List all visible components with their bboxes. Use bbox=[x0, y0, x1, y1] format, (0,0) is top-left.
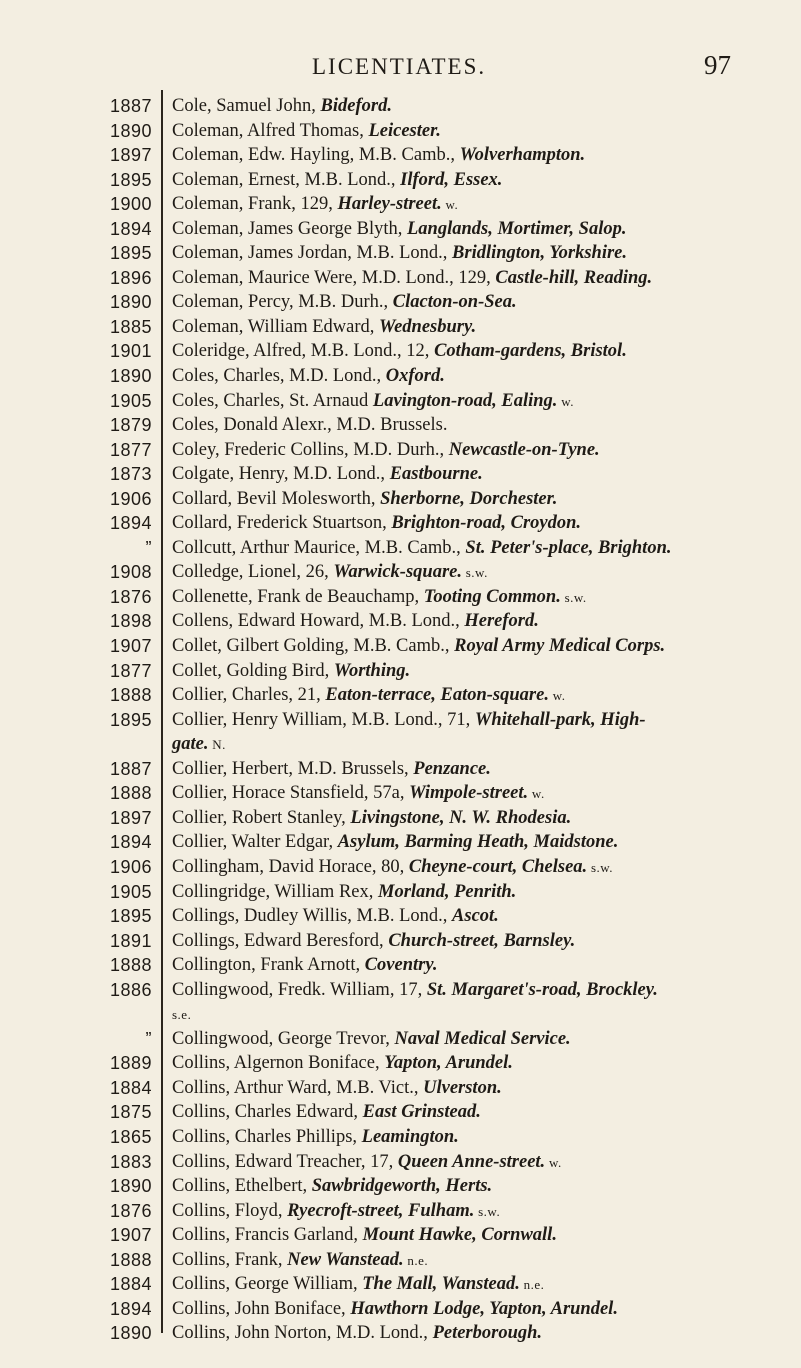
entry-year: 1907 bbox=[109, 636, 152, 657]
entry-district: w. bbox=[528, 786, 545, 802]
entry-name: Colgate, Henry, M.D. Lond., bbox=[172, 464, 390, 485]
entry-name: Coleman, Maurice Were, M.D. Lond., 129, bbox=[172, 267, 496, 288]
entry-line bbox=[172, 1272, 792, 1297]
entry-location: Wednesbury. bbox=[379, 316, 477, 337]
entry-location: New Wanstead. bbox=[287, 1249, 404, 1270]
entry-year: 1901 bbox=[109, 341, 152, 362]
entry-location: Wolverhampton. bbox=[459, 145, 586, 166]
entry-year: ” bbox=[145, 537, 152, 558]
entry-year: 1890 bbox=[109, 1176, 152, 1197]
entry-location: Castle-hill, Reading. bbox=[495, 267, 653, 288]
entry-location: Newcastle-on-Tyne. bbox=[448, 439, 600, 460]
entry-name: Coleman, Frank, 129, bbox=[172, 194, 338, 215]
entry-line bbox=[172, 732, 792, 757]
entry-line bbox=[172, 953, 792, 978]
entry-name: Collier, Henry William, M.B. Lond., 71, bbox=[172, 709, 475, 730]
entry-name: Colledge, Lionel, 26, bbox=[172, 562, 334, 583]
entry-year: 1887 bbox=[109, 96, 152, 116]
entry-name: Coleman, Alfred Thomas, bbox=[172, 120, 369, 141]
entry-line bbox=[172, 781, 792, 806]
entry-location: Langlands, Mortimer, Salop. bbox=[406, 218, 627, 239]
page-number: 97 bbox=[704, 50, 731, 80]
entry-district: w. bbox=[545, 1154, 562, 1170]
entry-name: Coleman, James Jordan, M.B. Lond., bbox=[172, 243, 453, 264]
entry-year: 1898 bbox=[109, 611, 152, 632]
entry-line bbox=[172, 659, 792, 684]
entry-district: n.e. bbox=[403, 1252, 429, 1268]
entry-location: Morland, Penrith. bbox=[378, 881, 517, 902]
entry-line bbox=[172, 462, 792, 487]
entry-line bbox=[172, 364, 792, 389]
entry-year: 1894 bbox=[109, 1298, 152, 1319]
entry-year: 1890 bbox=[109, 292, 152, 313]
entry-name: Coles, Donald Alexr., M.D. Brussels. bbox=[172, 415, 448, 436]
page-header bbox=[0, 50, 801, 90]
entry-location: Cheyne-court, Chelsea. bbox=[408, 856, 588, 877]
entry-location: gate. bbox=[172, 734, 209, 755]
entry-year: 1890 bbox=[109, 366, 152, 387]
entry-line bbox=[172, 683, 792, 708]
entry-year: 1890 bbox=[109, 1323, 152, 1344]
entry-line bbox=[172, 1150, 792, 1175]
entry-year: 1906 bbox=[109, 856, 152, 877]
entry-line bbox=[172, 1321, 792, 1346]
entry-location: Ulverston. bbox=[423, 1077, 502, 1098]
entry-line bbox=[172, 143, 792, 168]
entry-location: Church-street, Barnsley. bbox=[388, 930, 576, 951]
entry-line bbox=[172, 1100, 792, 1125]
entry-year: 1907 bbox=[109, 1225, 152, 1246]
entry-name: Coleman, Percy, M.B. Durh., bbox=[172, 292, 393, 313]
year-column bbox=[0, 94, 152, 1346]
entry-year: 1895 bbox=[109, 709, 152, 730]
entry-line bbox=[172, 315, 792, 340]
entry-year: 1895 bbox=[109, 243, 152, 264]
entry-year: 1877 bbox=[109, 660, 152, 681]
entry-name: Collingham, David Horace, 80, bbox=[172, 856, 409, 877]
entry-location: Eaton-terrace, Eaton-square. bbox=[325, 685, 549, 706]
entry-line bbox=[172, 757, 792, 782]
entry-location: Mount Hawke, Cornwall. bbox=[362, 1225, 557, 1246]
entry-year: 1865 bbox=[109, 1126, 152, 1147]
entry-year: 1897 bbox=[109, 145, 152, 166]
entry-location: Clacton-on-Sea. bbox=[392, 292, 517, 313]
entry-location: The Mall, Wanstead. bbox=[362, 1274, 520, 1295]
entry-location: Lavington-road, Ealing. bbox=[372, 390, 558, 411]
entry-line bbox=[172, 1051, 792, 1076]
entry-year: 1905 bbox=[109, 390, 152, 411]
entry-year: 1886 bbox=[109, 979, 152, 1000]
entry-line bbox=[172, 511, 792, 536]
entry-location: Asylum, Barming Heath, Maidstone. bbox=[337, 832, 619, 853]
entry-location: Queen Anne-street. bbox=[397, 1151, 546, 1172]
entry-line bbox=[172, 585, 792, 610]
entry-line bbox=[172, 217, 792, 242]
entry-name: Collings, Edward Beresford, bbox=[172, 930, 389, 951]
entry-year: 1885 bbox=[109, 316, 152, 337]
entry-line bbox=[172, 241, 792, 266]
entry-name: Collins, Ethelbert, bbox=[172, 1176, 312, 1197]
entry-line bbox=[172, 339, 792, 364]
entries-column bbox=[172, 94, 792, 1346]
entry-year: 1888 bbox=[109, 955, 152, 976]
entry-name: Coleman, William Edward, bbox=[172, 316, 379, 337]
entry-name: Collington, Frank Arnott, bbox=[172, 955, 365, 976]
entry-line bbox=[172, 904, 792, 929]
entry-year: 1894 bbox=[109, 832, 152, 853]
entry-name: Collard, Bevil Molesworth, bbox=[172, 488, 381, 509]
entry-name: Collier, Robert Stanley, bbox=[172, 807, 351, 828]
entry-name: Collier, Charles, 21, bbox=[172, 685, 326, 706]
entry-year: 1890 bbox=[109, 120, 152, 141]
entry-name: Collins, Floyd, bbox=[172, 1200, 288, 1221]
entry-district: w. bbox=[548, 688, 566, 704]
entry-name: Collens, Edward Howard, M.B. Lond., bbox=[172, 611, 465, 632]
entry-year bbox=[0, 732, 152, 757]
entry-location: Whitehall-park, High- bbox=[474, 709, 646, 730]
entry-location: Hereford. bbox=[464, 611, 539, 632]
entry-location: Ascot. bbox=[452, 906, 499, 927]
entry-year: 1876 bbox=[109, 1200, 152, 1221]
entry-line bbox=[172, 536, 792, 561]
entry-name: Collins, Edward Treacher, 17, bbox=[172, 1151, 398, 1172]
entry-year: 1900 bbox=[109, 194, 152, 215]
entry-location: Wimpole-street. bbox=[409, 783, 529, 804]
entry-year: 1884 bbox=[109, 1077, 152, 1098]
entry-year: 1877 bbox=[109, 439, 152, 460]
entry-line bbox=[172, 1027, 792, 1052]
entry-year: 1895 bbox=[109, 906, 152, 927]
entry-year: 1875 bbox=[109, 1102, 152, 1123]
entry-line bbox=[172, 487, 792, 512]
entry-year bbox=[0, 1002, 152, 1027]
entry-name: Collins, Frank, bbox=[172, 1249, 288, 1270]
entry-year: 1895 bbox=[109, 169, 152, 190]
entry-name: Coleman, Ernest, M.B. Lond., bbox=[172, 169, 401, 190]
entry-name: Collingridge, William Rex, bbox=[172, 881, 378, 902]
entry-name: Coleman, Edw. Hayling, M.B. Camb., bbox=[172, 145, 460, 166]
entry-location: Sherborne, Dorchester. bbox=[380, 488, 558, 509]
entry-year: 1889 bbox=[109, 1053, 152, 1074]
entry-line bbox=[172, 94, 792, 119]
entry-district: N. bbox=[208, 737, 226, 753]
column-divider bbox=[161, 90, 163, 1333]
entry-year: 1888 bbox=[109, 685, 152, 706]
entry-line bbox=[172, 855, 792, 880]
entry-location: Coventry. bbox=[364, 955, 438, 976]
entry-location: Livingstone, N. W. Rhodesia. bbox=[350, 807, 572, 828]
entry-name: Collingwood, George Trevor, bbox=[172, 1028, 395, 1049]
entry-name: Coles, Charles, M.D. Lond., bbox=[172, 366, 386, 387]
entry-year: 1883 bbox=[109, 1151, 152, 1172]
entry-name: Coles, Charles, St. Arnaud bbox=[172, 390, 373, 411]
entry-district: s.w. bbox=[462, 565, 488, 581]
entry-location: Hawthorn Lodge, Yapton, Arundel. bbox=[350, 1298, 618, 1319]
entry-name: Collet, Gilbert Golding, M.B. Camb., bbox=[172, 636, 455, 657]
entry-line bbox=[172, 1223, 792, 1248]
entry-location: Warwick-square. bbox=[333, 562, 462, 583]
entry-location: St. Margaret's-road, Brockley. bbox=[426, 979, 658, 1000]
entry-location: Leamington. bbox=[361, 1126, 459, 1147]
entry-line bbox=[172, 1297, 792, 1322]
entry-district: s.w. bbox=[587, 859, 614, 875]
entry-year: 1876 bbox=[109, 586, 152, 607]
entry-line bbox=[172, 290, 792, 315]
entry-line bbox=[172, 806, 792, 831]
entry-location: Worthing. bbox=[333, 660, 411, 681]
entry-district: w. bbox=[441, 197, 459, 213]
entry-district: s.w. bbox=[560, 589, 587, 605]
entry-location: Leicester. bbox=[368, 120, 441, 141]
entry-name: Collins, John Boniface, bbox=[172, 1298, 351, 1319]
entry-location: Tooting Common. bbox=[423, 586, 561, 607]
entry-name: Collins, Arthur Ward, M.B. Vict., bbox=[172, 1077, 424, 1098]
entry-line bbox=[172, 929, 792, 954]
entry-year: 1891 bbox=[109, 930, 152, 951]
entry-name: Collet, Golding Bird, bbox=[172, 660, 334, 681]
entry-name: Collingwood, Fredk. William, 17, bbox=[172, 979, 427, 1000]
entry-name: Coleman, James George Blyth, bbox=[172, 218, 407, 239]
entry-line bbox=[172, 1199, 792, 1224]
entry-year: 1896 bbox=[109, 267, 152, 288]
entry-line bbox=[172, 413, 792, 438]
entry-name: Collins, Charles Edward, bbox=[172, 1102, 363, 1123]
entry-name: Collier, Walter Edgar, bbox=[172, 832, 338, 853]
entry-location: Peterborough. bbox=[432, 1323, 543, 1344]
entry-name: Collins, John Norton, M.D. Lond., bbox=[172, 1323, 433, 1344]
entry-name: Collard, Frederick Stuartson, bbox=[172, 513, 392, 534]
entry-location: Ryecroft-street, Fulham. bbox=[287, 1200, 475, 1221]
entry-name: Collier, Herbert, M.D. Brussels, bbox=[172, 758, 414, 779]
entry-location: Yapton, Arundel. bbox=[384, 1053, 513, 1074]
entry-year: 1888 bbox=[109, 783, 152, 804]
entry-name: Collins, Algernon Boniface, bbox=[172, 1053, 385, 1074]
entry-line bbox=[172, 1076, 792, 1101]
entry-location: Bridlington, Yorkshire. bbox=[452, 243, 628, 264]
entry-name: Cole, Samuel John, bbox=[172, 96, 321, 116]
entry-line bbox=[172, 266, 792, 291]
entry-name: Collins, Charles Phillips, bbox=[172, 1126, 362, 1147]
entry-line bbox=[172, 830, 792, 855]
entry-line bbox=[172, 192, 792, 217]
entry-name: Collier, Horace Stansfield, 57a, bbox=[172, 783, 410, 804]
entry-year: 1906 bbox=[109, 488, 152, 509]
entry-location: Sawbridgeworth, Herts. bbox=[311, 1176, 493, 1197]
entry-location: Ilford, Essex. bbox=[400, 169, 503, 190]
running-title: LICENTIATES. bbox=[312, 54, 487, 79]
entry-location: Eastbourne. bbox=[389, 464, 483, 485]
entry-year: 1894 bbox=[109, 218, 152, 239]
entry-location: Brighton-road, Croydon. bbox=[391, 513, 582, 534]
entry-name: Collins, George William, bbox=[172, 1274, 363, 1295]
entry-line bbox=[172, 978, 792, 1003]
entry-line bbox=[172, 438, 792, 463]
entry-line bbox=[172, 1174, 792, 1199]
entry-location: Bideford. bbox=[320, 96, 392, 116]
entry-name: Collings, Dudley Willis, M.B. Lond., bbox=[172, 906, 453, 927]
entry-name: Collenette, Frank de Beauchamp, bbox=[172, 586, 424, 607]
entry-year: ” bbox=[145, 1028, 152, 1049]
entry-location: Harley-street. bbox=[337, 194, 442, 215]
entry-location: Royal Army Medical Corps. bbox=[454, 636, 666, 657]
entry-location: Penzance. bbox=[413, 758, 491, 779]
entry-name: Coley, Frederic Collins, M.D. Durh., bbox=[172, 439, 449, 460]
entry-location: Naval Medical Service. bbox=[394, 1028, 571, 1049]
entry-line bbox=[172, 1248, 792, 1273]
entry-name: Collins, Francis Garland, bbox=[172, 1225, 363, 1246]
entry-year: 1894 bbox=[109, 513, 152, 534]
entry-district: n.e. bbox=[519, 1277, 545, 1293]
entry-line bbox=[172, 634, 792, 659]
entry-district: w. bbox=[557, 393, 574, 409]
entry-line bbox=[172, 880, 792, 905]
entry-year: 1873 bbox=[109, 464, 152, 485]
entry-name: Coleridge, Alfred, M.B. Lond., 12, bbox=[172, 341, 435, 362]
entry-line bbox=[172, 609, 792, 634]
entry-year: 1897 bbox=[109, 807, 152, 828]
entry-line bbox=[172, 389, 792, 414]
entry-location: Oxford. bbox=[385, 366, 445, 387]
entry-location: Cotham-gardens, Bristol. bbox=[434, 341, 627, 362]
entry-name: Collcutt, Arthur Maurice, M.B. Camb., bbox=[172, 537, 466, 558]
entry-line bbox=[172, 708, 792, 733]
entry-line bbox=[172, 168, 792, 193]
entry-year: 1888 bbox=[109, 1249, 152, 1270]
entry-line bbox=[172, 1002, 792, 1027]
entry-line bbox=[172, 1125, 792, 1150]
entry-district: s.e. bbox=[172, 1007, 192, 1023]
entry-year: 1884 bbox=[109, 1274, 152, 1295]
entry-location: St. Peter's-place, Brighton. bbox=[465, 537, 672, 558]
entry-location: East Grinstead. bbox=[362, 1102, 481, 1123]
entry-line bbox=[172, 560, 792, 585]
entry-year: 1908 bbox=[109, 562, 152, 583]
entry-year: 1905 bbox=[109, 881, 152, 902]
entry-district: s.w. bbox=[474, 1203, 501, 1219]
entry-year: 1879 bbox=[109, 415, 152, 436]
entry-line bbox=[172, 119, 792, 144]
entry-year: 1887 bbox=[109, 758, 152, 779]
